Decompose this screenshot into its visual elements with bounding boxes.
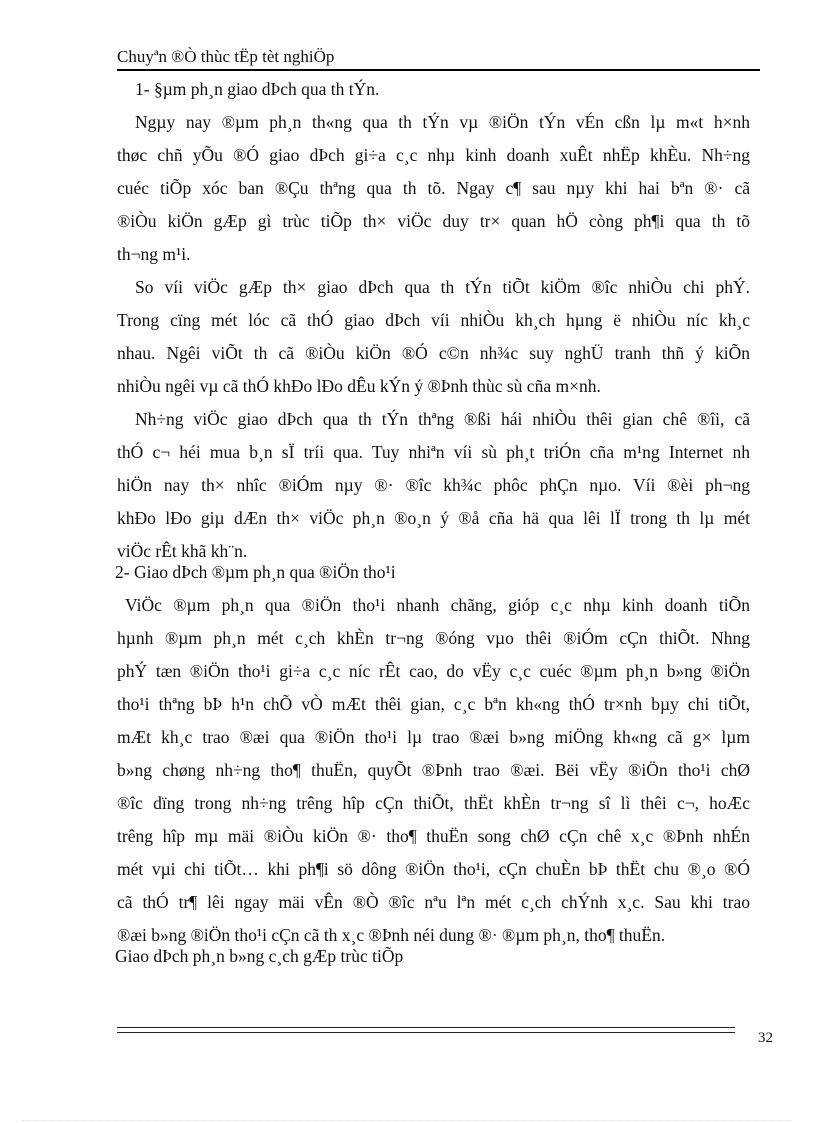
paragraph-line: ViÖc ®µm ph¸n qua ®iÖn tho¹i nhanh chãng, gióp c¸c nhµ kinh doanh tiÕn — [125, 595, 750, 615]
paragraph-line: thøc chñ yÕu ®Ó giao dÞch gi÷a c¸c nhµ kinh doanh xuÊt nhËp khÈu. Nh÷ng — [117, 145, 750, 165]
section-heading-3: Giao dÞch ph¸n b»ng c¸ch gÆp trùc tiÕp — [115, 946, 404, 966]
paragraph-line: Ngµy nay ®µm ph¸n th«ng qua th tÝn vµ ®iÖn tÝn vÉn cßn lµ m«t h×nh — [135, 112, 750, 132]
paragraph-line: tho¹i thªng bÞ h¹n chÕ vÒ mÆt thêi gian, c¸c bªn kh«ng thÓ tr×nh bµy chi tiÕt, — [117, 694, 750, 714]
paragraph-line: khÐo lÐo giµ dÆn th× viÖc ph¸n ®o¸n ý ®å cña hä qua lêi lÏ trong th lµ mét — [117, 508, 750, 528]
paragraph-line: cã thÓ tr¶ lêi ngay mäi vÊn ®Ò ®îc nªu lªn mét c¸ch chÝnh x¸c. Sau khi trao — [117, 892, 750, 912]
paragraph-line: So víi viÖc gÆp th× giao dÞch qua th tÝn tiÕt kiÖm ®îc nhiÒu chi phÝ. — [135, 277, 750, 297]
paragraph-line: b»ng chøng nh÷ng tho¶ thuËn, quyÕt ®Þnh trao ®æi. Bëi vËy ®iÖn tho¹i chØ — [117, 760, 750, 780]
page-number: 32 — [758, 1030, 773, 1046]
paragraph-line: Trong cïng mét lóc cã thÓ giao dÞch víi nhiÒu kh¸ch hµng ë nhiÒu níc kh¸c — [117, 310, 750, 330]
paragraph-line: mét vµi chi tiÕt… khi ph¶i sö dông ®iÖn tho¹i, cÇn chuÈn bÞ thËt chu ®¸o ®Ó — [117, 859, 750, 879]
paragraph-line: nhiÒu ngêi vµ cã thÓ khÐo lÐo dÊu kÝn ý ®Þnh thùc sù cña m×nh. — [117, 376, 601, 396]
paragraph-line: phÝ tæn ®iÖn tho¹i gi÷a c¸c níc rÊt cao, do vËy c¸c cuéc ®µm ph¸n b»ng ®iÖn — [117, 661, 750, 681]
page-bottom-divider — [22, 1120, 792, 1121]
paragraph-line: hiÖn nay th× nhîc ®iÓm nµy ®· ®îc kh¾c phôc phÇn nµo. Víi ®èi ph¬ng — [117, 475, 750, 495]
paragraph-line: ®iÒu kiÖn gÆp gì trùc tiÕp th× viÖc duy tr× quan hÖ còng ph¶i qua th tõ — [117, 211, 750, 231]
paragraph-line: hµnh ®µm ph¸n mét c¸ch khÈn tr¬ng ®óng vµo thêi ®iÓm cÇn thiÕt. Nhng — [117, 628, 750, 648]
paragraph-line: mÆt kh¸c trao ®æi qua ®iÖn tho¹i lµ trao ®æi b»ng miÖng kh«ng cã g× lµm — [117, 727, 750, 747]
paragraph-line: ®æi b»ng ®iÖn tho¹i cÇn cã th x¸c ®Þnh néi dung ®· ®µm ph¸n, tho¶ thuËn. — [117, 925, 666, 945]
paragraph-line: trêng hîp mµ mäi ®iÒu kiÖn ®· tho¶ thuËn song chØ cÇn chê x¸c ®Þnh nhÉn — [117, 826, 750, 846]
section-heading-1: 1- §µm ph¸n giao dÞch qua th tÝn. — [135, 79, 380, 99]
page-header: Chuyªn ®Ò thùc tËp tèt nghiÖp — [117, 46, 760, 71]
paragraph-line: Nh÷ng viÖc giao dÞch qua th tÝn thªng ®ßi hái nhiÒu thêi gian chê ®îi, cã — [135, 409, 750, 429]
paragraph-line: viÖc rÊt khã kh¨n. — [117, 541, 248, 561]
paragraph-line: cuéc tiÕp xóc ban ®Çu thªng qua th tõ. Ngay c¶ sau nµy khi hai bªn ®· cã — [117, 178, 750, 198]
paragraph-line: ®îc dïng trong nh÷ng trêng hîp cÇn thiÕt, thËt khÈn tr¬ng sî lì thêi c¬, hoÆc — [117, 793, 750, 813]
paragraph-line: th¬ng m¹i. — [117, 244, 191, 264]
footer-rule — [117, 1027, 735, 1033]
section-heading-2: 2- Giao dÞch ®µm ph¸n qua ®iÖn tho¹i — [115, 562, 396, 582]
paragraph-line: thÓ c¬ héi mua b¸n sÏ tríi qua. Tuy nhiªn víi sù ph¸t triÓn cña m¹ng Internet nh — [117, 442, 750, 462]
paragraph-line: nhau. Ngêi viÕt th cã ®iÒu kiÖn ®Ó c©n nh¾c suy nghÜ tranh thñ ý kiÕn — [117, 343, 750, 363]
